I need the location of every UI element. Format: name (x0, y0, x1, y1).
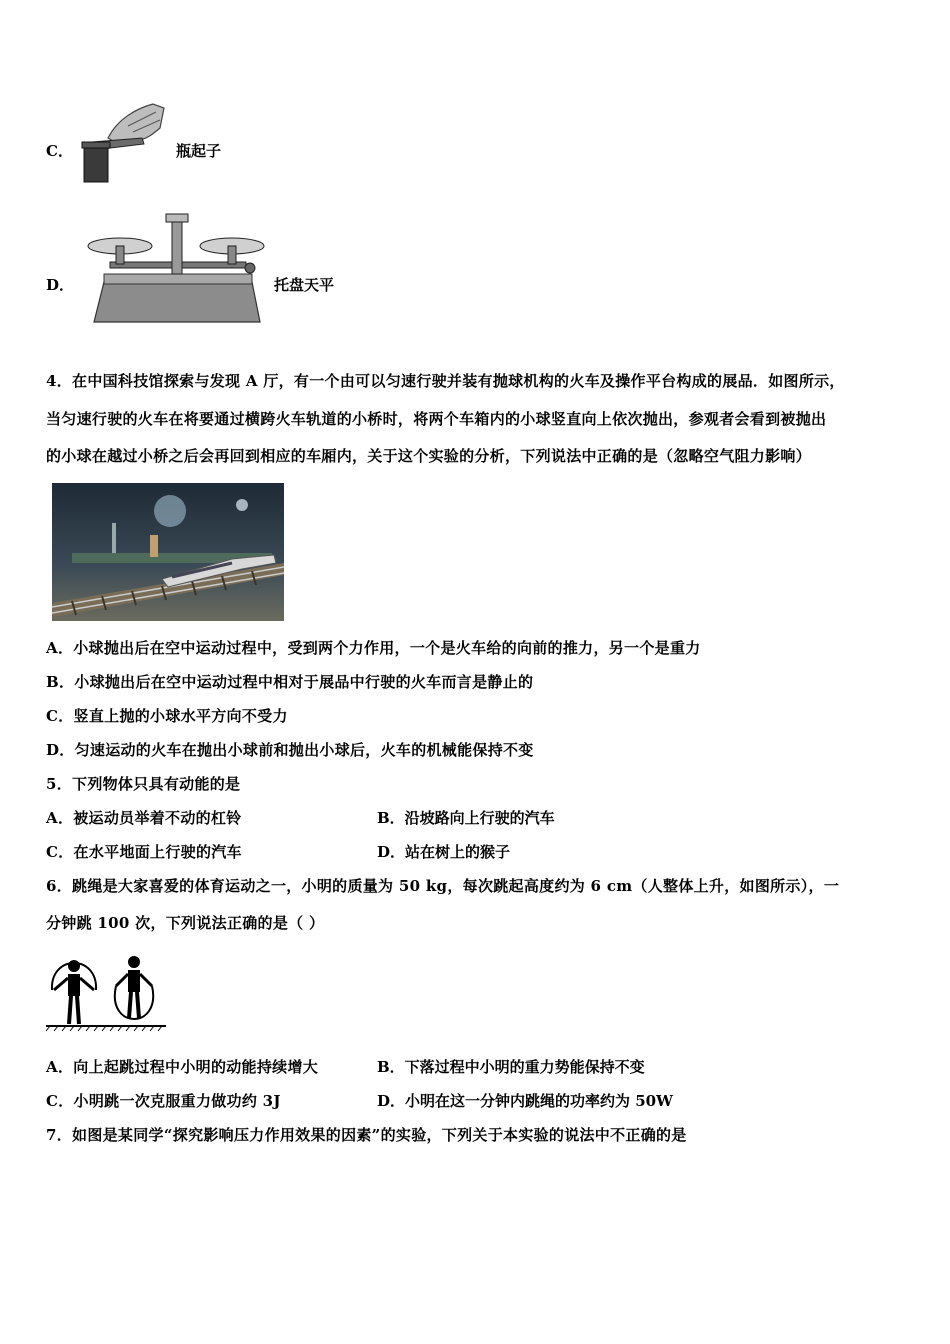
q4-option-a: A．小球抛出后在空中运动过程中，受到两个力作用，一个是火车给的向前的推力，另一个是重力 (46, 639, 701, 657)
q5-stem: 5．下列物体只具有动能的是 (46, 775, 241, 793)
bottle-opener-icon (78, 98, 168, 184)
option-d-letter: D． (46, 276, 75, 294)
q5-option-d: D．站在树上的猴子 (377, 843, 511, 861)
q4-option-c: C．竖直上抛的小球水平方向不受力 (46, 707, 288, 725)
q4-stem-line-3: 的小球在越过小桥之后会再回到相应的车厢内，关于这个实验的分析，下列说法中正确的是（忽略空气阻力影响） (46, 447, 812, 465)
q6-option-b: B．下落过程中小明的重力势能保持不变 (377, 1058, 645, 1076)
option-c-label: 瓶起子 (176, 142, 222, 160)
jump-rope-figure (44, 950, 168, 1032)
q5-option-a: A．被运动员举着不动的杠铃 (46, 809, 242, 827)
option-d-label: 托盘天平 (274, 276, 335, 294)
option-c-letter: C． (46, 142, 73, 160)
q6-stem-line-2: 分钟跳 100 次，下列说法正确的是（ ） (46, 914, 325, 932)
balance-scale-icon (86, 210, 268, 330)
q5-option-c: C．在水平地面上行驶的汽车 (46, 843, 242, 861)
q5-option-b: B．沿坡路向上行驶的汽车 (377, 809, 555, 827)
q6-option-c: C．小明跳一次克服重力做功约 3J (46, 1092, 281, 1110)
q6-option-a: A．向上起跳过程中小明的动能持续增大 (46, 1058, 319, 1076)
q4-option-d: D．匀速运动的火车在抛出小球前和抛出小球后，火车的机械能保持不变 (46, 741, 534, 759)
q4-option-b: B．小球抛出后在空中运动过程中相对于展品中行驶的火车而言是静止的 (46, 673, 534, 691)
q6-option-d: D．小明在这一分钟内跳绳的功率约为 50W (377, 1092, 673, 1110)
train-exhibit-photo (52, 483, 284, 621)
q6-stem-line-1: 6．跳绳是大家喜爱的体育运动之一，小明的质量为 50 kg，每次跳起高度约为 6 cm（人整体上升，如图所示），一 (46, 877, 840, 895)
q4-stem-line-2: 当匀速行驶的火车在将要通过横跨火车轨道的小桥时，将两个车箱内的小球竖直向上依次抛出，参观者会看到被抛出 (46, 410, 827, 428)
q4-stem-line-1: 4．在中国科技馆探索与发现 A 厅，有一个由可以匀速行驶并装有抛球机构的火车及操作平台构成的展品．如图所示， (46, 372, 845, 390)
q7-stem: 7．如图是某同学“探究影响压力作用效果的因素”的实验，下列关于本实验的说法中不正确的是 (46, 1126, 687, 1144)
